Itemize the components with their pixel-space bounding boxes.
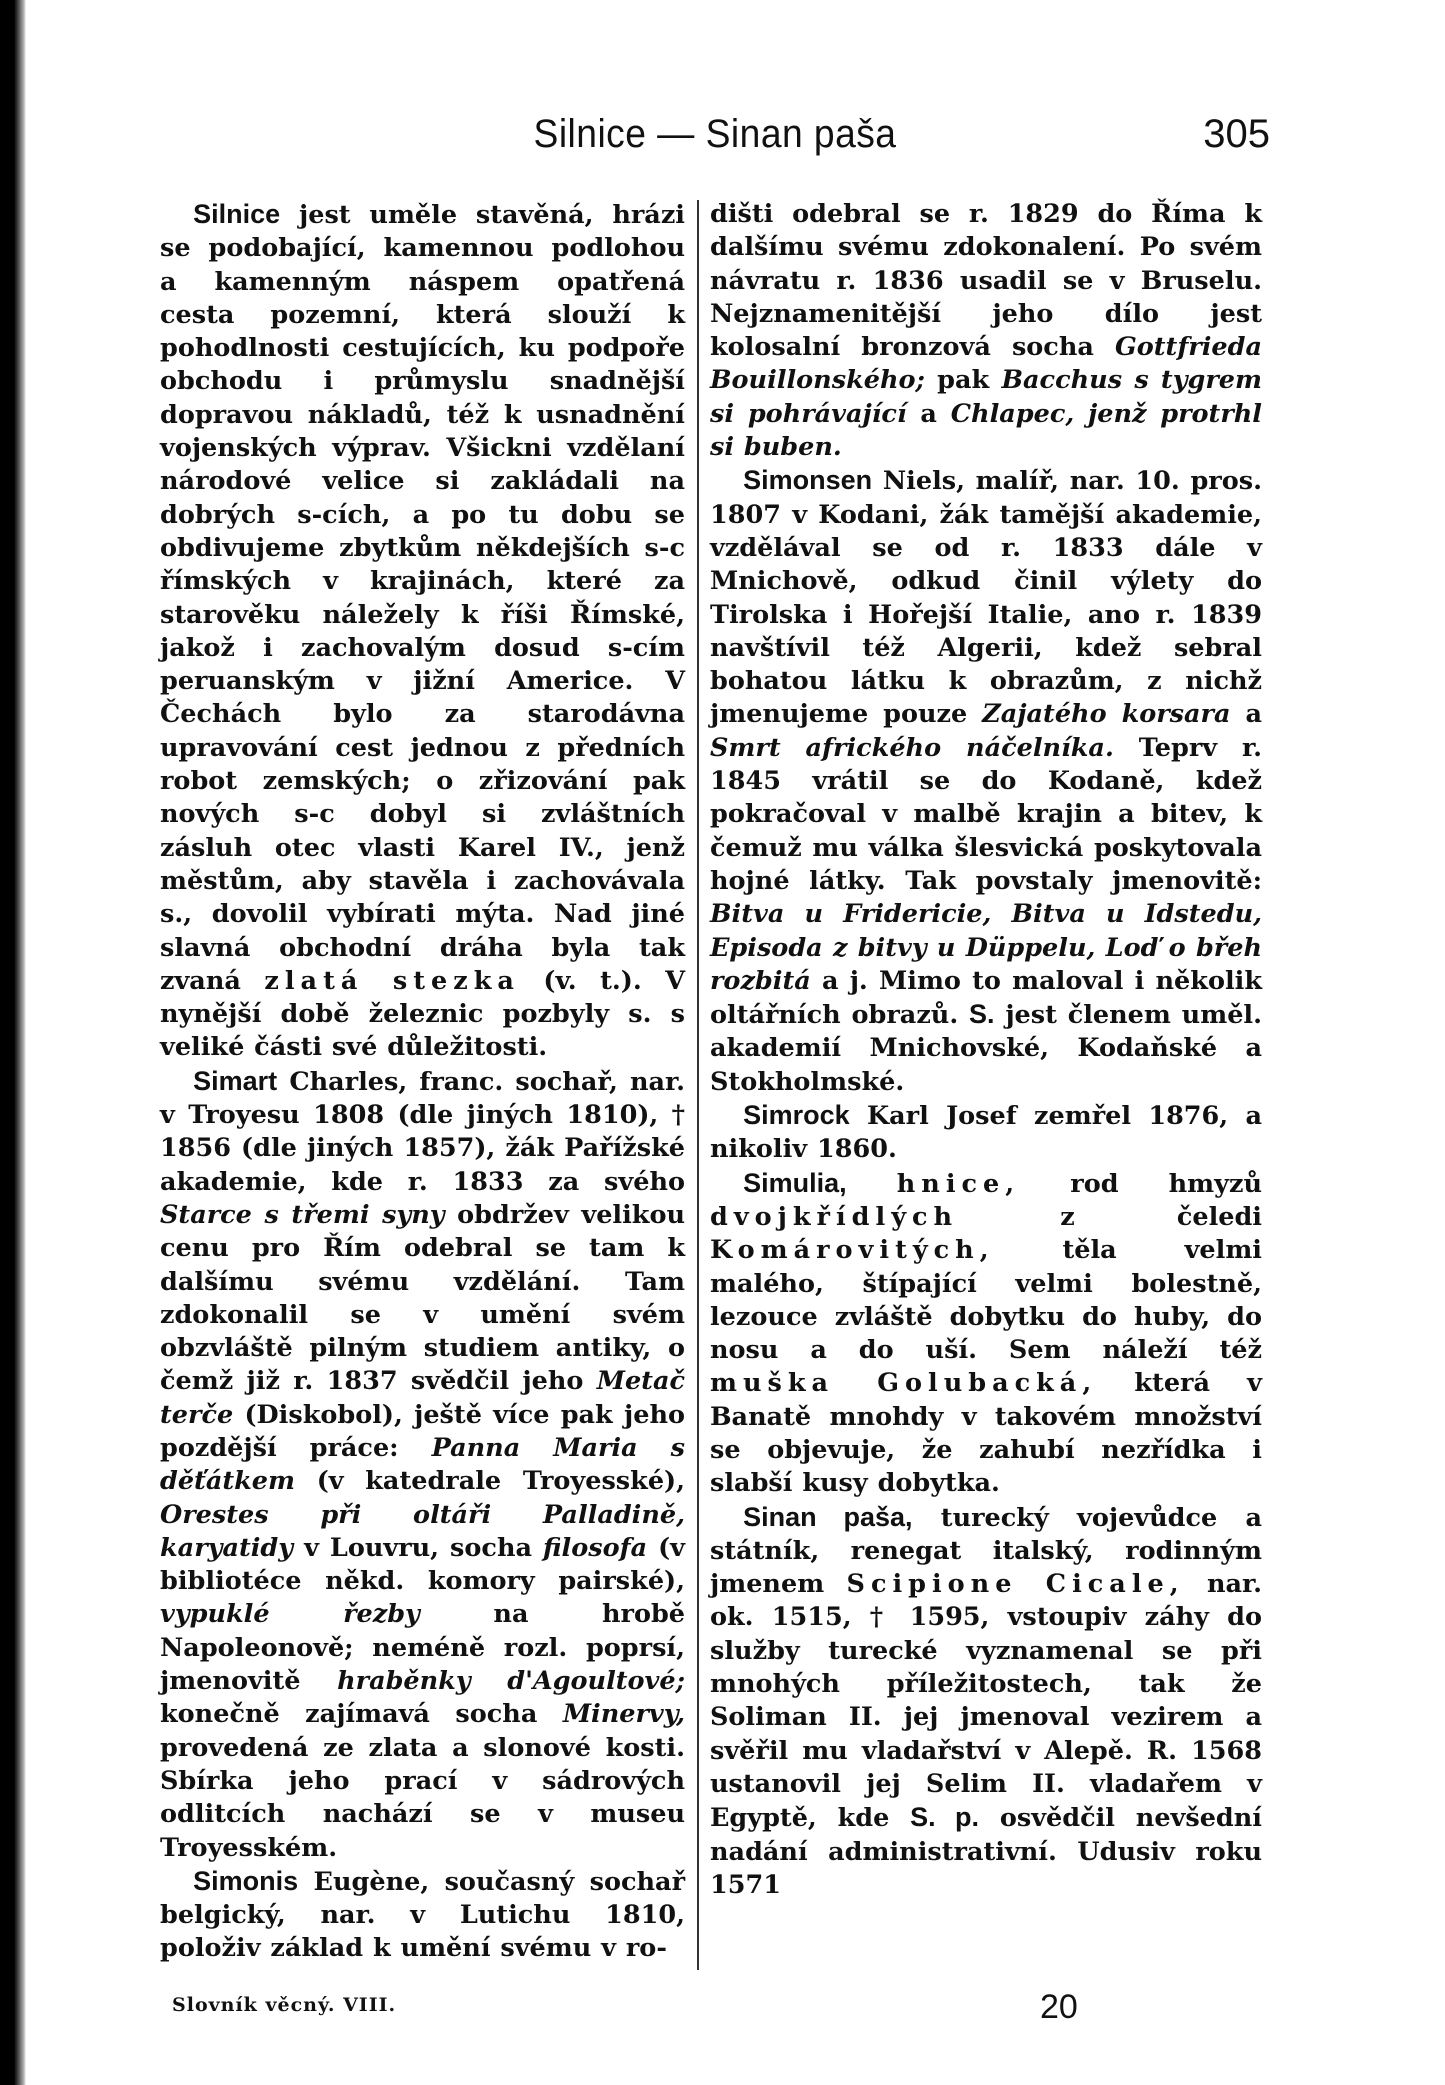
spaced-text: zlatá stezka [264, 965, 520, 996]
entry-text: jest členem uměl. akademií Mnichovské, Kodaňské a Stokholmské. [710, 1000, 1262, 1097]
entry-text: provedená ze zlata a slonové kosti. Sbírka jeho prací v sádrových odlitcích nachází se v museu Troyesském. [160, 1732, 685, 1863]
work-title: Orestes při oltáři Palladině, karyatidy [160, 1499, 685, 1563]
left-column [160, 198, 685, 1966]
headword: Silnice [193, 199, 281, 229]
entry-text: dišti odebral se r. 1829 do Říma k dalšímu svému zdokonalení. Po svém návratu r. 1836 usadil se v Bruselu. Nejznamenitější jeho dílo jest kolosalní bronzová socha [710, 199, 1262, 363]
entry-text: turecký vojevůdce a státník, renegat italský, rodinným jmenem [710, 1502, 1262, 1600]
right-column [710, 198, 1262, 1902]
entry-text: (v bibliotéce někd. komory pairské), [160, 1532, 685, 1597]
entry-text: rod hmyzů [1020, 1168, 1262, 1199]
entry-text: která v Banatě mnohdy v takovém množství se objevuje, že zahubí nezřídka i slabší kusy dobytka. [710, 1368, 1262, 1499]
entry-text: v Louvru, socha [293, 1532, 544, 1563]
entry-text: těla velmi malého, štípající velmi bolestně, lezouce zvláště dobytku do huby, do nosu a do uší. Sem náleží též [710, 1235, 1262, 1366]
running-header [160, 112, 1270, 172]
entry-text: na hrobě Napoleonově; neméně rozl. poprsí, jmenovitě [160, 1599, 686, 1697]
entry-silnice [160, 198, 685, 1065]
spaced-text: muška Golubacká, [710, 1368, 1098, 1399]
entry-text: (v katedrale Troyesské), [295, 1466, 685, 1497]
work-title: Bacchus s tygrem si pohrávající [710, 365, 1263, 429]
entry-text: a [1230, 699, 1262, 730]
headword: Simrock [743, 1100, 850, 1131]
entry-text: Teprv r. 1845 vrátil se do Kodaně, kdež pokračoval v malbě krajin a bitev, k čemuž mu válka šlesvická poskytovala hojné látky. Tak povstaly jmenovitě: [710, 732, 1262, 896]
entry-simart [160, 1065, 685, 1865]
entry-simonis [160, 1865, 685, 1966]
entry-simonsen [710, 464, 1262, 1099]
work-title: vypuklé řezby [160, 1599, 420, 1630]
entry-text: pak [924, 365, 1002, 396]
work-title: Gottfrieda Bouillonského; [710, 332, 1262, 396]
entry-text: nar. ok. 1515, † 1595, vstoupiv záhy do služby turecké vyznamenal se při mnohých příležitostech, tak že Soliman II. jej jmenoval vezirem a svěřil mu vladařství v Alepě. R. 1568 ustanovil jej Selim II. vladařem v Egyptě, kde [710, 1569, 1263, 1834]
work-title: Bitva u Fridericie, Bitva u Idstedu, Episoda z bitvy u Düppelu, Loď o břeh rozbitá [710, 899, 1262, 996]
entry-text [847, 1169, 897, 1199]
spaced-text: Komárovitých, [710, 1235, 995, 1266]
entry-sinan-pasa [710, 1501, 1262, 1903]
entry-text: a j. Mimo to maloval i několik oltářních obrazů. [710, 965, 1262, 1031]
entry-text: Eugène, současný sochař belgický, nar. v Lutichu 1810, položiv základ k umění svému v ro- [160, 1866, 685, 1964]
headword: Simonsen [743, 465, 873, 496]
entry-text: jest uměle stavěná, hrázi se podobající, kamennou podlohou a kamenným náspem opatřená cesta pozemní, která slouží k pohodlnosti cestujících, ku podpoře obchodu i průmyslu snadnější dopravou nákladů, též k usnadnění vojenských výprav. Všickni vzdělaní národové velice si zakládali na dobrých s-cích, a po tu dobu se obdivujeme zbytkům někdejších s-c římských v krajinách, které za starověku náležely k říši Římské, jakož i zachovalým dosud s-cím peruanským v jižní Americe. V Čechách bylo za starodávna upravování cest jednou z předních robot zemských; o zřizování pak nových s-c dobyl si zvláštních zásluh otec vlasti Karel IV., jenž městům, aby stavěla i zachovávala s., dovolil vybírati mýta. Nad jiné slavná obchodní dráha byla tak zvaná [160, 200, 685, 996]
spaced-text: Scipione Cicale, [846, 1569, 1185, 1600]
work-title: Zajatého korsara [982, 699, 1231, 730]
entry-text: z čeledi [958, 1201, 1262, 1232]
entry-simonis-continued [710, 198, 1262, 464]
headword: Simart [193, 1065, 278, 1096]
entry-text: konečně zajímavá socha [160, 1699, 563, 1730]
entry-text: obdržev velikou cenu pro Řím odebral se tam k dalšímu svému vzdělání. Tam zdokonalil se v umění svém obzvláště pilným studiem antiky, o čemž již r. 1837 svědčil jeho [160, 1199, 686, 1397]
entry-text: Niels, malíř, nar. 10. pros. 1807 v Kodani, žák tamější akademie, vzdělával se od r. 1833 dále v Mnichově, odkud činil výlety do Tirolska i Hořejší Italie, ano r. 1839 navštívil též Algerii, kdež sebral bohatou látku k obrazům, z nichž jmenujeme pouze [710, 466, 1262, 730]
headword: Simulia, [743, 1167, 847, 1198]
work-title: Starce s třemi syny [160, 1199, 445, 1230]
work-title: Panna Maria s děťátkem [160, 1432, 685, 1497]
page-number: 305 [1203, 112, 1270, 156]
work-title: filosofa [543, 1532, 648, 1563]
entry-simrock [710, 1099, 1262, 1167]
page-title: Silnice — Sinan paša [533, 112, 897, 156]
sheet-number: 20 [1040, 1988, 1078, 2026]
entry-text: osvědčil nevšední nadání administrativní. Udusiv roku 1571 [710, 1803, 1262, 1900]
headword-abbreviation: S. [969, 999, 995, 1030]
headword: Simonis [193, 1865, 299, 1896]
entry-text: Charles, franc. sochař, nar. v Troyesu 1808 (dle jiných 1810), † 1856 (dle jiných 1857), žák Pařížské akademie, kde r. 1833 za svého [160, 1066, 685, 1197]
signature-line: Slovník věcný. VIII. [172, 1994, 397, 2016]
entry-simulia [710, 1167, 1262, 1501]
entry-text: Karl Josef zemřel 1876, a nikoliv 1860. [710, 1101, 1262, 1165]
entry-text: (v. t.). V nynější době železnic pozbyly s. s veliké části své důležitosti. [160, 965, 685, 1063]
work-title: Minervy, [562, 1699, 685, 1730]
entry-text: a [906, 398, 951, 429]
headword-abbreviation: S. p. [910, 1802, 980, 1833]
work-title: Chlapec, jenž protrhl si buben. [710, 398, 1262, 463]
headword: Sinan paša, [743, 1501, 913, 1532]
work-title: Smrt afrického náčelníka. [710, 732, 1114, 763]
column-divider [697, 200, 699, 1970]
spaced-text: dvojkřídlých [710, 1201, 959, 1232]
work-title: Metač terče [160, 1366, 685, 1430]
work-title: hraběnky d'Agoultové; [337, 1666, 685, 1697]
entry-text: (Diskobol), ještě více pak jeho pozdější práce: [160, 1399, 685, 1463]
spaced-text: hnice, [896, 1168, 1021, 1199]
